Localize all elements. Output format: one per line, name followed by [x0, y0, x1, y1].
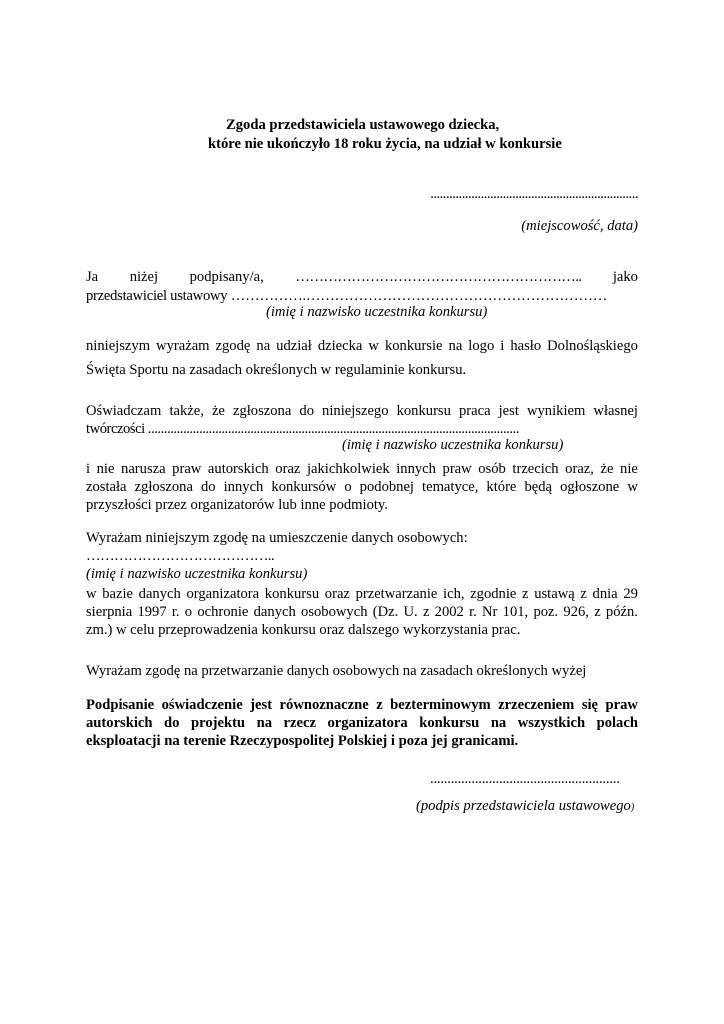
word: przetwarzanie [355, 586, 438, 602]
word: późn. [605, 604, 638, 620]
word: że [600, 461, 614, 477]
waiver-line-1 [86, 697, 638, 714]
title-line-1: Zgoda przedstawiciela ustawowego dziecka, [226, 117, 500, 133]
word: zgodę [215, 338, 251, 354]
word: wszystkich [517, 715, 586, 731]
place-date-dots: .................................................................. [430, 186, 638, 202]
word: że [211, 403, 225, 419]
word: U. [403, 604, 418, 620]
word: polach [596, 715, 638, 731]
word: projektu [190, 715, 246, 731]
word: r. [171, 604, 180, 620]
word: do [164, 715, 180, 731]
data-consent-line-1: Wyrażam niniejszym zgodę na umieszczenie danych osobowych: [86, 530, 468, 546]
place-date-label: (miejscowość, data) [521, 218, 638, 234]
word: jako [612, 269, 638, 285]
word: oraz, [565, 461, 594, 477]
word: praw [442, 461, 472, 477]
word: 2002 [434, 604, 464, 620]
word: jakichkolwiek [306, 461, 390, 477]
word: niniejszego [322, 403, 389, 419]
word: 926, [563, 604, 589, 620]
waiver-line-3: eksploatacji na terenie Rzeczypospolitej Polskiej i poza jej granicami. [86, 733, 519, 749]
data-consent-hint: (imię i nazwisko uczestnika konkursu) [86, 566, 308, 582]
originality-line-5: przyszłości przez organizatorów lub inne podmioty. [86, 497, 388, 513]
word: konkursu [264, 586, 320, 602]
word: konkursu [419, 715, 480, 731]
fill-in-dots: …………………………………………………….. [295, 269, 582, 285]
word: Oświadczam [86, 403, 162, 419]
data-consent-line-2 [86, 586, 638, 603]
originality-line-2: twórczości .................................................................................................................... [86, 421, 519, 437]
word: Podpisanie [86, 697, 155, 713]
word: bazie [102, 586, 133, 602]
data-consent-dots: ………………………………….. [86, 548, 275, 564]
word: została [86, 479, 127, 495]
word: udział [276, 338, 312, 354]
word: oraz [324, 586, 350, 602]
word: oraz [275, 461, 301, 477]
word: 29 [623, 586, 638, 602]
word: zrzeczeniem [498, 697, 575, 713]
signature-dots: ....................................................... [430, 771, 620, 787]
word: trzecich [512, 461, 559, 477]
word: (Dz. [372, 604, 399, 620]
word: także, [169, 403, 204, 419]
word: r. [469, 604, 477, 620]
word: ich, [443, 586, 465, 602]
word: z [594, 604, 601, 620]
word: do [299, 403, 314, 419]
word: praca [458, 403, 491, 419]
word: równoznaczne [279, 697, 369, 713]
word: konkursów [271, 479, 337, 495]
word: się [581, 697, 599, 713]
word: jest [498, 403, 519, 419]
word: organizatora [327, 715, 408, 731]
originality-line-3 [86, 461, 638, 478]
word: własnej [593, 403, 638, 419]
word: dziecka [317, 338, 363, 354]
word: i [86, 461, 91, 477]
word: o [184, 604, 193, 620]
word: do [200, 479, 216, 495]
word: organizatora [186, 586, 260, 602]
data-consent-line-3 [86, 604, 638, 621]
word: autorskich [86, 715, 153, 731]
word: z [522, 586, 529, 602]
word: osób [478, 461, 506, 477]
word: rzecz [283, 715, 316, 731]
word: w [368, 338, 379, 354]
word: 1997 [137, 604, 167, 620]
word: wynikiem [526, 403, 586, 419]
consent-line-1 [86, 338, 638, 355]
word: z [376, 697, 383, 713]
word: ogłoszone [560, 479, 620, 495]
word: będą [524, 479, 553, 495]
word: w [627, 479, 638, 495]
word: dnia [592, 586, 618, 602]
word: z [580, 586, 587, 602]
word: autorskich [207, 461, 269, 477]
word: hasło [510, 338, 542, 354]
word: Dolnośląskiego [547, 338, 638, 354]
word: sierpnia [86, 604, 133, 620]
word: niniejszym [86, 338, 151, 354]
word: bezterminowym [390, 697, 491, 713]
declarant-hint: (imię i nazwisko uczestnika konkursu) [266, 304, 488, 320]
word: jest [250, 697, 273, 713]
word: o [344, 479, 352, 495]
originality-line-1 [86, 403, 638, 420]
originality-line-4 [86, 479, 638, 496]
word: konkursu [396, 403, 451, 419]
word: podpisany/a, [189, 269, 264, 285]
word: zgłoszona [134, 479, 193, 495]
word: oświadczenie [161, 697, 243, 713]
word: ustawą [534, 586, 575, 602]
signature-label [416, 798, 634, 816]
declarant-line-2: przedstawiciel ustawowy …………….……………………………………………………… [86, 288, 608, 304]
data-consent-line-4: zm.) w celu przeprowadzenia konkursu oraz dalszego wykorzystania prac. [86, 622, 521, 638]
word: innych [223, 479, 264, 495]
word: praw [172, 461, 202, 477]
processing-consent: Wyrażam zgodę na przetwarzanie danych osobowych na zasadach określonych wyżej [86, 663, 587, 679]
signature-label-tail: ) [630, 802, 635, 813]
declarant-line-1 [86, 269, 638, 286]
word: podobnej [359, 479, 414, 495]
word: na [256, 338, 271, 354]
word: na [490, 715, 507, 731]
consent-line-2: Święta Sportu na zasadach określonych w regulaminie konkursu. [86, 362, 467, 378]
signature-label-main: (podpis przedstawiciela ustawowego [416, 798, 631, 814]
waiver-line-2 [86, 715, 638, 732]
word: które [486, 479, 517, 495]
word: zgłoszona [232, 403, 292, 419]
word: Nr [482, 604, 498, 620]
word: osobowych [301, 604, 368, 620]
word: Ja [86, 269, 99, 285]
word: danych [253, 604, 296, 620]
word: niżej [129, 269, 159, 285]
word: nie [620, 461, 638, 477]
word: z [422, 604, 430, 620]
originality-hint: (imię i nazwisko uczestnika konkursu) [342, 437, 564, 453]
word: narusza [121, 461, 166, 477]
word: innych [396, 461, 436, 477]
word: 101, [502, 604, 529, 620]
word: w [86, 586, 97, 602]
word: konkursie [384, 338, 443, 354]
word: na [448, 338, 463, 354]
word: tematyce, [422, 479, 479, 495]
word: danych [138, 586, 181, 602]
word: poz. [533, 604, 559, 620]
title-line-2: które nie ukończyło 18 roku życia, na udział w konkursie [208, 136, 562, 152]
word: wyrażam [156, 338, 210, 354]
word: i [500, 338, 505, 354]
word: nie [96, 461, 115, 477]
word: na [256, 715, 272, 731]
word: logo [468, 338, 495, 354]
word: praw [605, 697, 638, 713]
word: zgodnie [470, 586, 517, 602]
word: ochronie [197, 604, 249, 620]
